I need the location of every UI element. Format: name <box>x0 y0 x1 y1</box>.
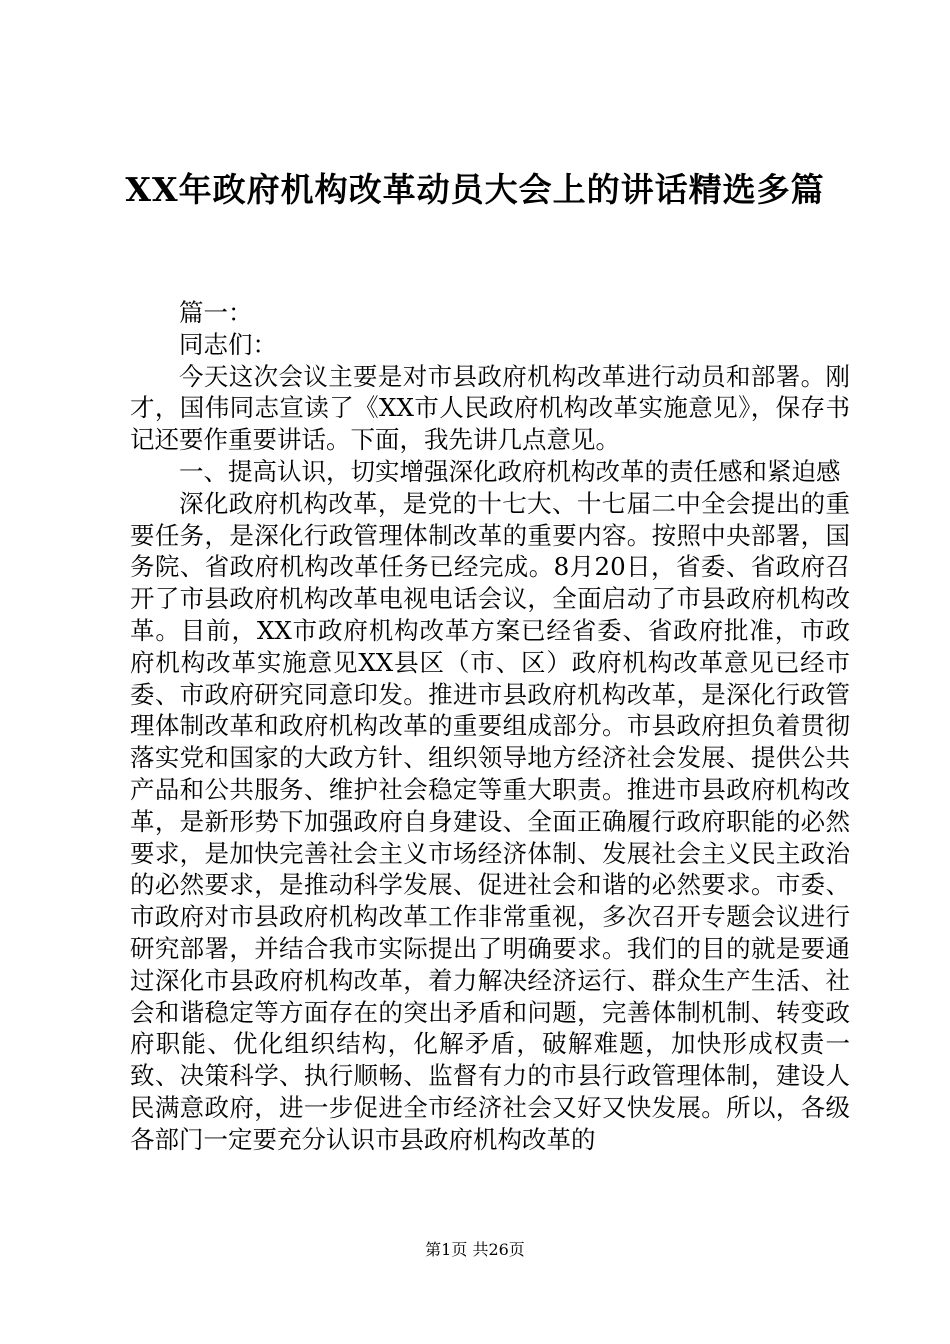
page-footer <box>0 1240 950 1260</box>
paragraph-salutation: 同志们： <box>179 329 277 359</box>
page-number: 第1页 共26页 <box>425 1240 525 1259</box>
document-body <box>130 297 850 1156</box>
paragraph-section-label: 篇一： <box>179 298 253 327</box>
paragraph-heading-one: 一、提高认识，切实增强深化政府机构改革的责任感和紧迫感 <box>179 456 841 486</box>
paragraph-intro: 今天这次会议主要是对市县政府机构改革进行动员和部署。刚才，国伟同志宣读了《XX市人民政府机构改革实施意见》，保存书记还要作重要讲话。下面，我先讲几点意见。 <box>130 361 850 455</box>
document-title: XX年政府机构改革动员大会上的讲话精选多篇 <box>125 170 825 209</box>
paragraph-body: 深化政府机构改革，是党的十七大、十七届二中全会提出的重要任务，是深化行政管理体制改革的重要内容。按照中央部署，国务院、省政府机构改革任务已经完成。8月20日，省委、省政府召开了市县政府机构改革电视电话会议，全面启动了市县政府机构改革。目前，XX市政府机构改革方案已经省委、省政府批准，市政府机构改革实施意见XX县区（市、区）政府机构改革意见已经市委、市政府研究同意印发。推进市县政府机构改革，是深化行政管理体制改革和政府机构改革的重要组成部分。市县政府担负着贯彻落实党和国家的大政方针、组织领导地方经济社会发展、提供公共产品和公共服务、维护社会稳定等重大职责。推进市县政府机构改革，是新形势下加强政府自身建设、全面正确履行政府职能的必然要求，是加快完善社会主义市场经济体制、发展社会主义民主政治的必然要求，是推动科学发展、促进社会和谐的必然要求。市委、市政府对市县政府机构改革工作非常重视，多次召开专题会议进行研究部署，并结合我市实际提出了明确要求。我们的目的就是要通过深化市县政府机构改革，着力解决经济运行、群众生产生活、社会和谐稳定等方面存在的突出矛盾和问题，完善体制机制、转变政府职能、优化组织结构，化解矛盾，破解难题，加快形成权责一致、决策科学、执行顺畅、监督有力的市县行政管理体制，建设人民满意政府，进一步促进全市经济社会又好又快发展。所以，各级各部门一定要充分认识市县政府机构改革的 <box>130 488 850 1154</box>
